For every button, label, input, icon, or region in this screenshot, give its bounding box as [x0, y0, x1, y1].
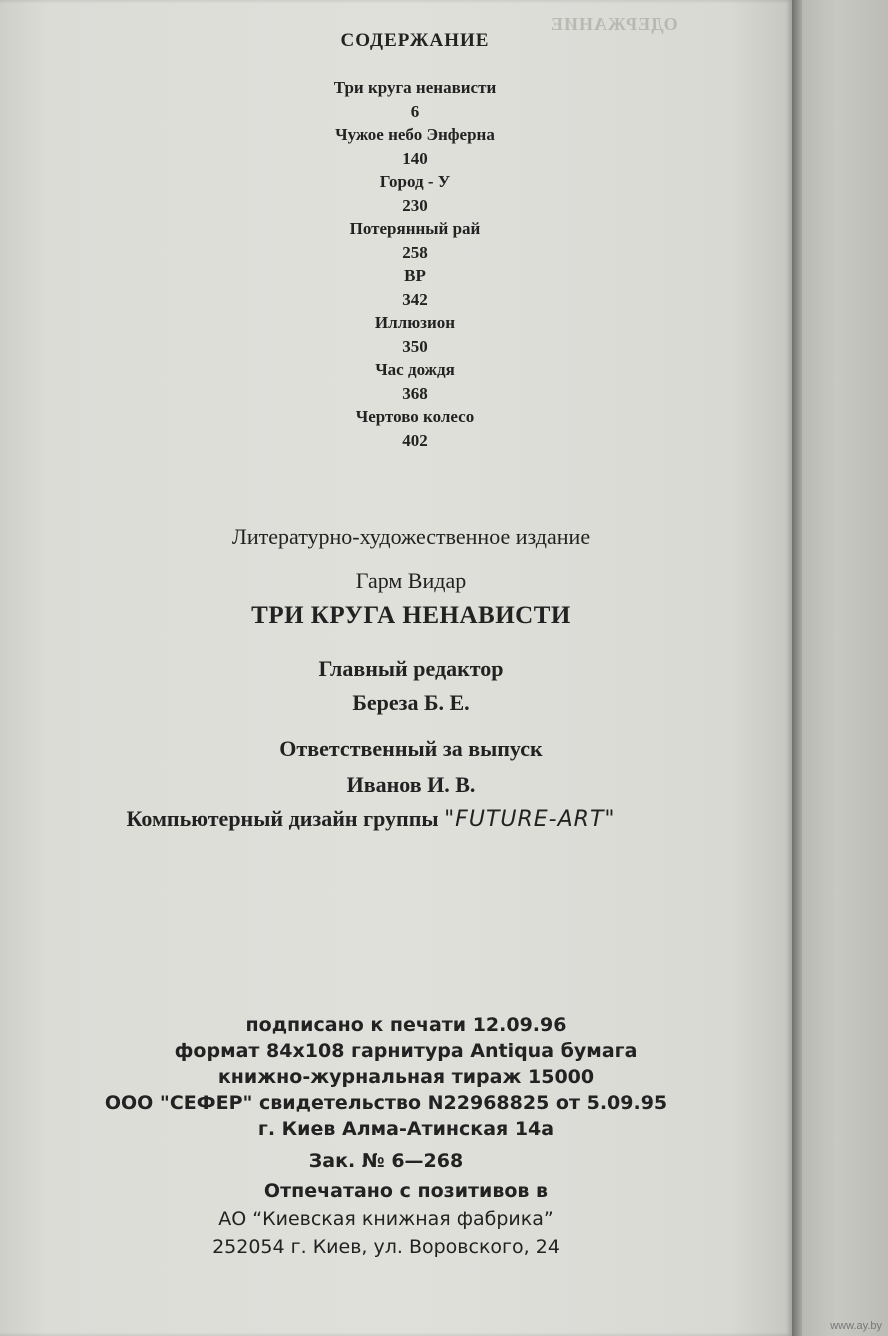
edition-type: Литературно-художественное издание: [231, 524, 591, 549]
release-name: Иванов И. В.: [346, 772, 476, 797]
contents-entry-page: 402: [402, 430, 428, 450]
signed-for-print: подписано к печати 12.09.96: [245, 1014, 567, 1036]
contents-entry-title: Три круга ненависти: [333, 78, 497, 97]
contents-entry-title: Чертово колесо: [355, 407, 475, 426]
contents-entry-title: Час дождя: [375, 360, 455, 379]
contents-entry-title: ВР: [404, 266, 426, 285]
publisher-address: г. Киев Алма-Атинская 14а: [257, 1118, 555, 1140]
contents-entry-title: Чужое небо Энферна: [335, 125, 495, 144]
printer-name: АО “Киевская книжная фабрика”: [218, 1208, 554, 1230]
design-credit: [0, 806, 782, 832]
contents-entry-page: 258: [402, 242, 428, 262]
printed-note: Отпечатано с позитивов в: [263, 1180, 549, 1202]
contents-entry-title: Потерянный рай: [349, 219, 481, 238]
editor-role: Главный редактор: [318, 656, 504, 681]
contents-entry-page: 342: [402, 289, 428, 309]
contents-entry-page: 140: [402, 148, 428, 168]
design-credit-prefix: Компьютерный дизайн группы: [126, 806, 439, 831]
author-name: Гарм Видар: [355, 568, 467, 593]
contents-entry-page: 368: [402, 383, 428, 403]
site-watermark: www.ay.by: [830, 1320, 882, 1332]
book-title: ТРИ КРУГА НЕНАВИСТИ: [251, 602, 571, 629]
contents-entry-page: 6: [410, 101, 420, 121]
contents-list: [0, 76, 830, 452]
release-role: Ответственный за выпуск: [279, 736, 543, 761]
publisher-license: ООО "СЕФЕР" свидетельство N22968825 от 5.09.95: [104, 1092, 668, 1114]
format-line: формат 84х108 гарнитура Antiqua бумага: [174, 1040, 638, 1062]
order-number: Зак. № 6—268: [308, 1150, 464, 1172]
design-group-name: "FUTURE-ART": [444, 807, 616, 832]
printer-address: 252054 г. Киев, ул. Воровского, 24: [212, 1236, 560, 1258]
contents-entry-title: Город - У: [379, 172, 451, 191]
contents-entry-page: 350: [402, 336, 428, 356]
contents-entry-page: 230: [402, 195, 428, 215]
contents-entry-title: Иллюзион: [374, 313, 456, 332]
contents-title: СОДЕРЖАНИЕ: [340, 30, 490, 51]
paper-circulation: книжно-журнальная тираж 15000: [217, 1066, 595, 1088]
editor-name: Береза Б. Е.: [352, 690, 470, 715]
show-through-text: ОДЕРЖАНИЕ: [550, 14, 678, 34]
